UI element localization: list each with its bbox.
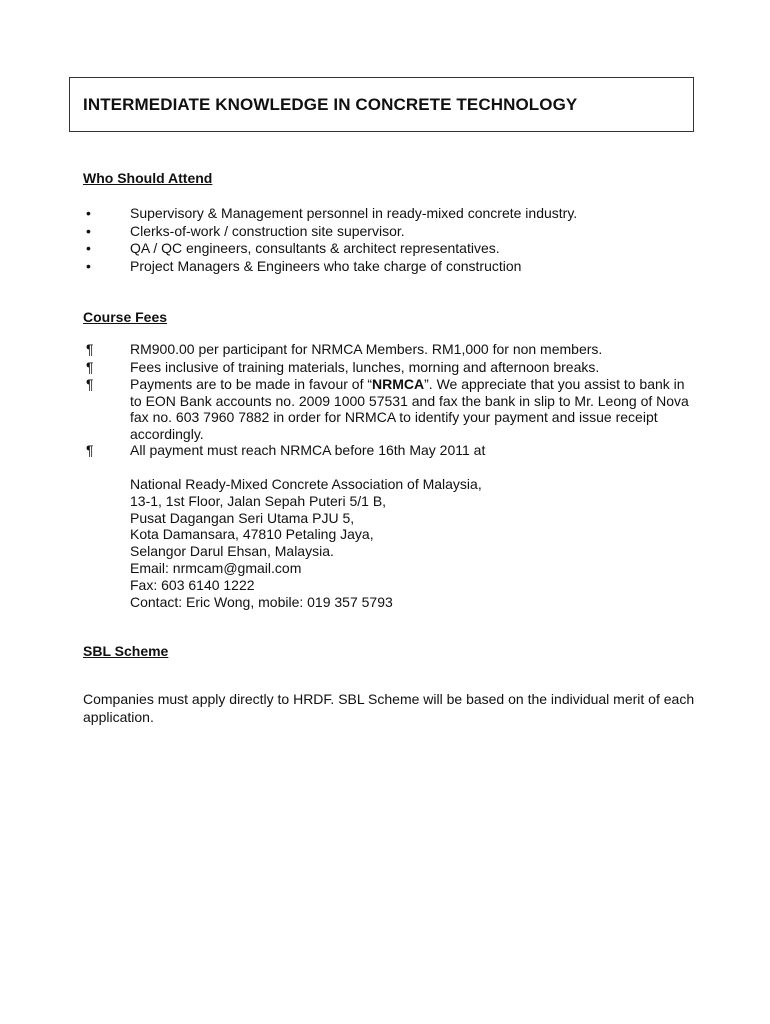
title-box — [69, 77, 694, 132]
bullet-icon: • — [86, 257, 91, 274]
course-fees-heading: Course Fees — [83, 309, 168, 325]
course-fees-list — [83, 341, 693, 460]
list-item: • Project Managers & Engineers who take charge of construction — [86, 257, 522, 274]
list-item: ¶ Fees inclusive of training materials, lunches, morning and afternoon breaks. — [86, 358, 600, 375]
page-title: INTERMEDIATE KNOWLEDGE IN CONCRETE TECHNOLOGY — [83, 95, 578, 114]
address-line: Kota Damansara, 47810 Petaling Jaya, — [130, 526, 374, 543]
list-item: • Supervisory & Management personnel in ready-mixed concrete industry. — [86, 205, 578, 221]
list-item: • QA / QC engineers, consultants & architect representatives. — [86, 240, 500, 256]
address-block — [130, 476, 690, 610]
pilcrow-icon: ¶ — [86, 442, 94, 458]
bullet-icon: • — [86, 205, 91, 221]
address-line: Pusat Dagangan Seri Utama PJU 5, — [130, 509, 355, 526]
bullet-icon: • — [86, 222, 91, 239]
bullet-icon: • — [86, 240, 91, 256]
pilcrow-icon: ¶ — [86, 376, 94, 392]
list-item: • Clerks-of-work / construction site supervisor. — [86, 222, 405, 239]
address-line: 13-1, 1st Floor, Jalan Sepah Puteri 5/1 B, — [130, 492, 387, 509]
email-line: Email: nrmcam@gmail.com — [130, 559, 302, 576]
list-item: ¶ Payments are to be made in favour of “NRMCA”. We appreciate that you assist to bank in to EON Bank accounts no. 2009 1000 57531 and fax the bank in slip to Mr. Leong of Nova fax no. 603 7960 7882 in order for NRMCA to identify your payment and issue receipt accordingly. — [86, 376, 689, 442]
sbl-scheme-heading: SBL Scheme — [83, 643, 169, 659]
who-should-attend-heading: Who Should Attend — [83, 170, 213, 186]
pilcrow-icon: ¶ — [86, 341, 94, 357]
address-line: National Ready-Mixed Concrete Association of Malaysia, — [130, 476, 482, 492]
contact-line: Contact: Eric Wong, mobile: 019 357 5793 — [130, 593, 393, 610]
list-item: ¶ RM900.00 per participant for NRMCA Members. RM1,000 for non members. — [86, 341, 603, 357]
attendee-list — [83, 205, 703, 275]
sbl-scheme-text: Companies must apply directly to HRDF. SBL Scheme will be based on the individual merit of each application. — [83, 691, 695, 725]
address-line: Selangor Darul Ehsan, Malaysia. — [130, 543, 334, 560]
nrmca-bold: NRMCA — [372, 376, 425, 392]
fax-line: Fax: 603 6140 1222 — [130, 576, 255, 593]
list-item: ¶ All payment must reach NRMCA before 16th May 2011 at — [86, 442, 486, 458]
pilcrow-icon: ¶ — [86, 358, 94, 375]
